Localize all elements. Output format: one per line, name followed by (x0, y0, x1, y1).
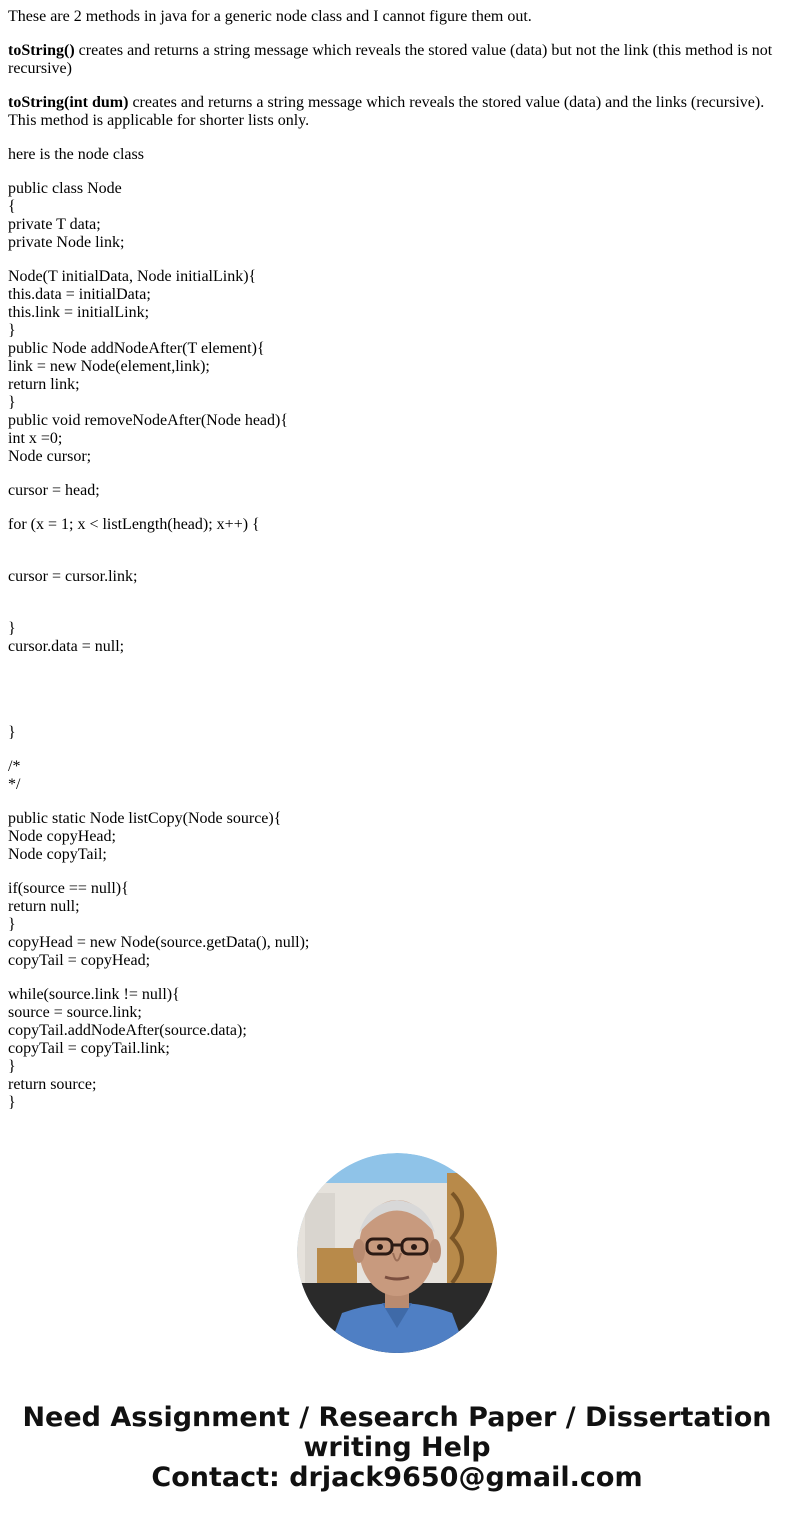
code-line: */ (8, 776, 21, 793)
code-line: public static Node listCopy(Node source){ (8, 810, 282, 827)
code-line: this.data = initialData; (8, 286, 151, 303)
code-line: cursor.data = null; (8, 638, 125, 655)
code-line: private T data; (8, 216, 101, 233)
code-line: source = source.link; (8, 1004, 142, 1021)
avatar-portrait-icon (297, 1153, 497, 1353)
promo-text (20, 1403, 774, 1493)
promo-contact: Contact: drjack9650@gmail.com (151, 1462, 643, 1493)
code-line: } (8, 394, 16, 411)
code-line: copyHead = new Node(source.getData(), null); (8, 934, 310, 951)
code-block (8, 180, 786, 1112)
code-line: } (8, 620, 16, 637)
promo-banner (0, 1123, 794, 1523)
code-line: return source; (8, 1076, 97, 1093)
code-line: while(source.link != null){ (8, 986, 180, 1003)
promo-headline-line2: writing Help (303, 1432, 491, 1463)
code-line: return null; (8, 898, 80, 915)
code-line: } (8, 322, 16, 339)
code-line: public void removeNodeAfter(Node head){ (8, 412, 289, 429)
promo-headline-line1: Need Assignment / Research Paper / Dissertation (22, 1402, 772, 1433)
code-line: } (8, 1058, 16, 1075)
code-line: cursor = head; (8, 482, 100, 499)
method-tostring-int-paragraph (8, 94, 786, 130)
code-line: for (x = 1; x < listLength(head); x++) { (8, 516, 260, 533)
code-line: { (8, 198, 16, 215)
code-line: private Node link; (8, 234, 125, 251)
code-line: Node copyHead; (8, 828, 116, 845)
code-line: return link; (8, 376, 80, 393)
code-line: public Node addNodeAfter(T element){ (8, 340, 265, 357)
code-line: } (8, 724, 16, 741)
code-line: /* (8, 758, 21, 775)
question-body (8, 0, 786, 1123)
code-line: this.link = initialLink; (8, 304, 150, 321)
code-line: } (8, 1094, 16, 1111)
code-line: if(source == null){ (8, 880, 129, 897)
code-line: int x =0; (8, 430, 63, 447)
code-line: copyTail = copyHead; (8, 952, 151, 969)
code-line: } (8, 916, 16, 933)
method-tostring-int-name: toString(int dum) (8, 94, 129, 111)
node-class-lead: here is the node class (8, 146, 144, 163)
method-tostring-description: creates and returns a string message which reveals the stored value (data) but not the link (this method is not recursive) (8, 42, 773, 77)
method-tostring-name: toString() (8, 42, 75, 59)
code-line: Node(T initialData, Node initialLink){ (8, 268, 257, 285)
method-tostring-paragraph (8, 42, 786, 78)
avatar (297, 1153, 497, 1353)
code-line: Node copyTail; (8, 846, 107, 863)
code-line: copyTail = copyTail.link; (8, 1040, 170, 1057)
code-line: public class Node (8, 180, 122, 197)
code-line: link = new Node(element,link); (8, 358, 210, 375)
code-line: Node cursor; (8, 448, 92, 465)
intro-paragraph: These are 2 methods in java for a generic node class and I cannot figure them out. (8, 8, 532, 25)
code-line: cursor = cursor.link; (8, 568, 138, 585)
code-line: copyTail.addNodeAfter(source.data); (8, 1022, 247, 1039)
method-tostring-int-description: creates and returns a string message which reveals the stored value (data) and the links (recursive). This method is applicable for shorter lists only. (8, 94, 765, 129)
